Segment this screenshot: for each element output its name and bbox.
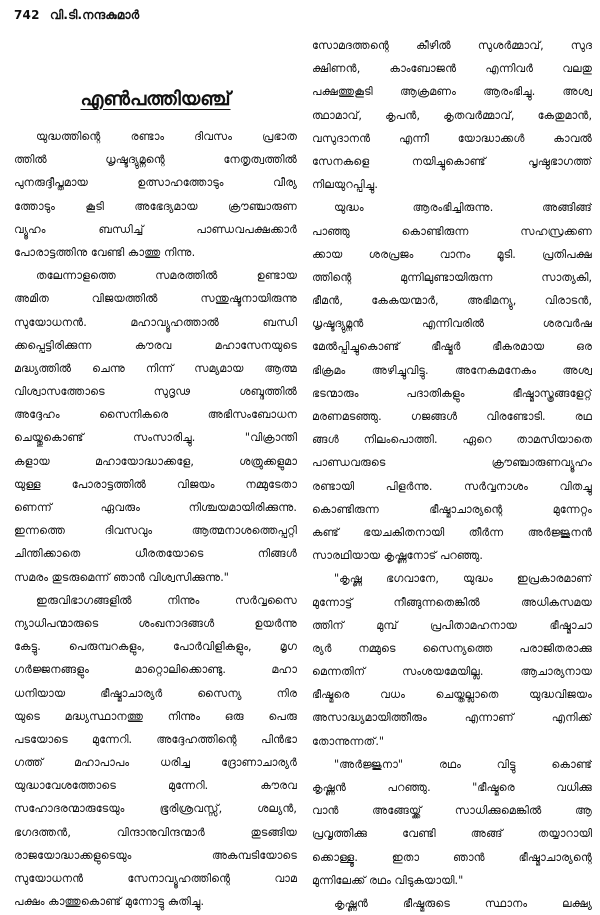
author-name: വി.ടി.നന്ദകുമാർ [50, 8, 140, 22]
text-line: അസാദ്ധ്യമായിത്തീരും എന്നാണ് എനിക്ക് [312, 711, 592, 725]
text-line: ഭടന്മാരും പദാതികളും ഭീഷ്മാസ്ത്രങ്ങളേറ്റ് [312, 386, 592, 400]
text-line: ഇരുവിഭാഗങ്ങളിൽ നിന്നും സർവ്വസൈ [36, 593, 297, 607]
text-line: ന്യാധിപന്മാരുടെ ശംഖനാദങ്ങൾ ഉയർന്നു [14, 616, 297, 630]
text-line: കണ്ട് ഭയചകിതനായി തീർന്ന അർജ്ജുനൻ [312, 525, 592, 539]
page-header [14, 8, 139, 23]
text-line: യുദ്ധാവേശത്തോടെ മുന്നേറി. കൗരവ [14, 779, 297, 793]
text-line: ഗത്ത് മഹാപാപം ധരിച്ച ദ്രോണാചാര്യർ [14, 756, 297, 770]
text-line: പുനരുദ്ദീപ്തമായ ഉത്സാഹത്തോടും വീര്യ [14, 176, 297, 190]
text-line: നിലയുറപ്പിച്ചു. [312, 178, 378, 192]
text-line: ത്തോടും കൂടി അഭേദ്യമായ ക്രൗഞ്ചാരുണ [14, 199, 297, 213]
text-line: സുയോധനൻ സേനാവ്യൂഹത്തിന്റെ വാമ [14, 872, 297, 885]
text-line: കൃഷ്ണൻ ഭീഷ്മരുടെ സ്ഥാനം ലക്ഷ്യ [334, 896, 592, 910]
text-line: അദ്ദേഹം സൈനികരെ അഭിസംബോധന [14, 408, 297, 422]
text-line: രണ്ടായി പിളർന്നു. സർവ്വനാശം വിതച്ചു [312, 479, 592, 493]
text-line: കൃഷ്ണൻ പറഞ്ഞു. "ഭീഷ്മരെ വധിക്കു [312, 781, 592, 794]
text-line: പടയോടെ മുന്നേറി. അദ്ദേഹത്തിന്റെ പിൻഭാ [14, 732, 297, 746]
text-line: പ്രവൃത്തിക്കു വേണ്ടി അങ്ങ് തയ്യാറായി [312, 827, 592, 841]
text-line: സേനകളെ നയിച്ചുകൊണ്ട് പൃഷ്ഠഭാഗത്ത് [312, 154, 592, 168]
text-line: ത്തിന്റെ മുന്നിലുണ്ടായിരുന്ന സാത്യകി, [312, 270, 592, 284]
text-line: പാഞ്ഞു കൊണ്ടിരുന്ന സഹസ്രക്കണ [312, 224, 592, 238]
text-line: യുദ്ധത്തിന്റെ രണ്ടാം ദിവസം പ്രഭാത [36, 130, 297, 143]
right-column [312, 34, 592, 915]
text-line: വസുദാനൻ എന്നീ യോദ്ധാക്കൾ കാവൽ [312, 131, 592, 145]
text-line: യുള്ള പോരാട്ടത്തിൽ വിജയം നമ്മുടേതാ [14, 477, 297, 491]
text-line: പാണ്ഡവരുടെ ക്രൗഞ്ചാരുണവ്യൂഹം [312, 456, 592, 470]
text-line: സഹോദരന്മാരുടേയും ഭൂരിശ്രവസ്സ്, ശല്യൻ, [14, 802, 297, 816]
text-line: വാൻ അങ്ങേയ്ക്ക് സാധിക്കുമെങ്കിൽ ആ [312, 804, 592, 818]
text-line: യുടെ മദ്ധ്യസ്ഥാനത്തു നിന്നും ഒരു പെരു [14, 709, 297, 723]
text-line: യുദ്ധം ആരംഭിച്ചിരുന്നു. അങ്ങിങ്ങ് [334, 201, 592, 215]
text-line: ണെന്ന് ഏവരും നിശ്ചയമായിരിക്കുന്നു. [14, 501, 297, 514]
text-line: കൊണ്ടിരുന്ന ഭീഷ്മാചാര്യന്റെ മുന്നേറ്റം [312, 502, 592, 516]
text-line: മെന്നതിന് സംശയമേയില്ല. ആചാര്യനായ [312, 665, 592, 679]
text-line: ധൃഷ്ടദ്യുമ്നൻ എന്നിവരിൽ ശരവർഷ [312, 317, 592, 331]
text-line: ക്കൊള്ളൂ. ഇതാ ഞാൻ ഭീഷ്മാചാര്യന്റെ [312, 850, 592, 864]
text-line: അമിത വിജയത്തിൽ സന്തുഷ്ടനായിരുന്നു [14, 292, 297, 306]
text-line: സോമദത്തന്റെ കീഴിൽ സുശർമ്മാവ്, സുദ [312, 39, 592, 52]
text-line: ഇന്നത്തെ ദിവസവും ആത്മനാശത്തെപ്പറ്റി [14, 524, 297, 538]
text-line: "കൃഷ്ണ ഭഗവാനേ, യുദ്ധം ഇപ്രകാരമാണ് [334, 572, 592, 586]
left-column [14, 125, 297, 913]
text-line: രാജയോദ്ധാക്കളുടെയും അകമ്പടിയോടെ [14, 848, 297, 862]
text-line: ത്തിന് മുമ്പ് പ്രപിതാമഹനായ ഭീഷ്മാചാ [312, 618, 592, 632]
text-line: മുന്നിലേക്ക് രഥം വിടുകയായി." [312, 873, 464, 887]
text-line: ത്ഥാമാവ്, കൃപൻ, കൃതവർമ്മാവ്, കേതുമാൻ, [312, 108, 592, 122]
text-line: കളായ മഹായോദ്ധാക്കളേ, ശത്രുക്കളുമാ [14, 454, 297, 468]
text-line: ക്ഷിണൻ, കാംബോജൻ എന്നിവർ വലതു [312, 62, 592, 76]
text-line: പോരാട്ടത്തിനു വേണ്ടി കാത്തു നിന്നു. [14, 245, 196, 259]
text-line: പക്ഷം കാത്തുകൊണ്ട് മുന്നോട്ടു കുതിച്ചു. [14, 895, 205, 909]
text-line: ചെയ്തുകൊണ്ട് സംസാരിച്ചു. "വിക്രാന്തി [14, 431, 297, 445]
text-line: സുയോധനൻ. മഹാവ്യൂഹത്താൽ ബന്ധി [14, 315, 297, 329]
text-line: ഭിക്രമം അഴിച്ചുവിട്ടു. അനേകമനേകം അശ്വ [312, 363, 592, 377]
text-line: മരണമടഞ്ഞു. ഗജങ്ങൾ വിരണ്ടോടി. രഥ [312, 410, 592, 423]
text-line: ങ്ങൾ നിലംപൊത്തി. ഏറെ താമസിയാതെ [312, 433, 592, 447]
text-line: ഭീമൻ, കേകയന്മാർ, അഭിമന്യു, വിരാടൻ, [312, 294, 592, 308]
text-line: തലേന്നാളത്തെ സമരത്തിൽ ഉണ്ടായ [36, 269, 297, 283]
text-line: ധനിയായ ഭീഷ്മാചാര്യർ സൈന്യ നിര [14, 686, 297, 700]
text-line: ത്തിൽ ധൃഷ്ടദ്യുമ്നന്റെ നേതൃത്വത്തിൽ [14, 153, 297, 167]
text-line: "അർജ്ജുനാ" രഥം വിട്ടു കൊണ്ട് [334, 757, 592, 771]
text-line: ചിന്തിക്കാതെ ധീരതയോടെ നിങ്ങൾ [14, 547, 297, 561]
text-line: കേട്ടു. പെരുമ്പറകളും, പോർവിളികളും, മൃഗ [14, 640, 297, 654]
text-line: ക്കായ ശരപ്രജം വാനം മൂടി. പ്രതിപക്ഷ [312, 247, 592, 261]
text-line: തോന്നുന്നത്." [312, 734, 385, 748]
text-line: ര്യർ നമ്മുടെ സൈന്യത്തെ പരാജിതരാക്കു [312, 641, 592, 655]
text-line: സാരഥിയായ കൃഷ്ണനോട് പറഞ്ഞു. [312, 549, 483, 563]
text-line: മദ്ധ്യത്തിൽ ചെന്നു നിന്ന് സമ്യമായ ആത്മ [14, 361, 297, 375]
text-line: സമരം തുടരുമെന്ന് ഞാൻ വിശ്വസിക്കുന്നു." [14, 570, 229, 584]
text-line: പക്ഷത്തുകൂടി ആക്രമണം ആരംഭിച്ചു. അശ്വ [312, 85, 592, 99]
text-line: ഭഗദത്തൻ, വിന്ദാനുവിന്ദന്മാർ തുടങ്ങിയ [14, 825, 297, 839]
chapter-title: എൺപത്തിയഞ്ച് [80, 88, 231, 110]
text-line: ക്കപ്പെട്ടിരിക്കുന്ന കൗരവ മഹാസേനയുടെ [14, 338, 297, 352]
text-line: വിശ്വാസത്തോടെ സുദൃഢ ശബ്ദത്തിൽ [14, 385, 297, 399]
page-number: 742 [14, 8, 40, 22]
text-line: വ്യൂഹം ബന്ധിച്ച് പാണ്ഡവപക്ഷക്കാർ [14, 222, 297, 236]
text-line: ഭീഷ്മരെ വധം ചെയ്തല്ലാതെ യുദ്ധവിജയം [312, 688, 592, 702]
text-line: മുന്നോട്ട് നീങ്ങുന്നതെങ്കിൽ അധികസമയ [312, 595, 592, 609]
text-line: മേൽപ്പിച്ചുകൊണ്ട് ഭീഷ്മർ ഭീകരമായ ഒര [312, 340, 592, 354]
text-line: ഗർജ്ജനങ്ങളും മാറ്റൊലിക്കൊണ്ടു. മഹാ [14, 663, 297, 677]
